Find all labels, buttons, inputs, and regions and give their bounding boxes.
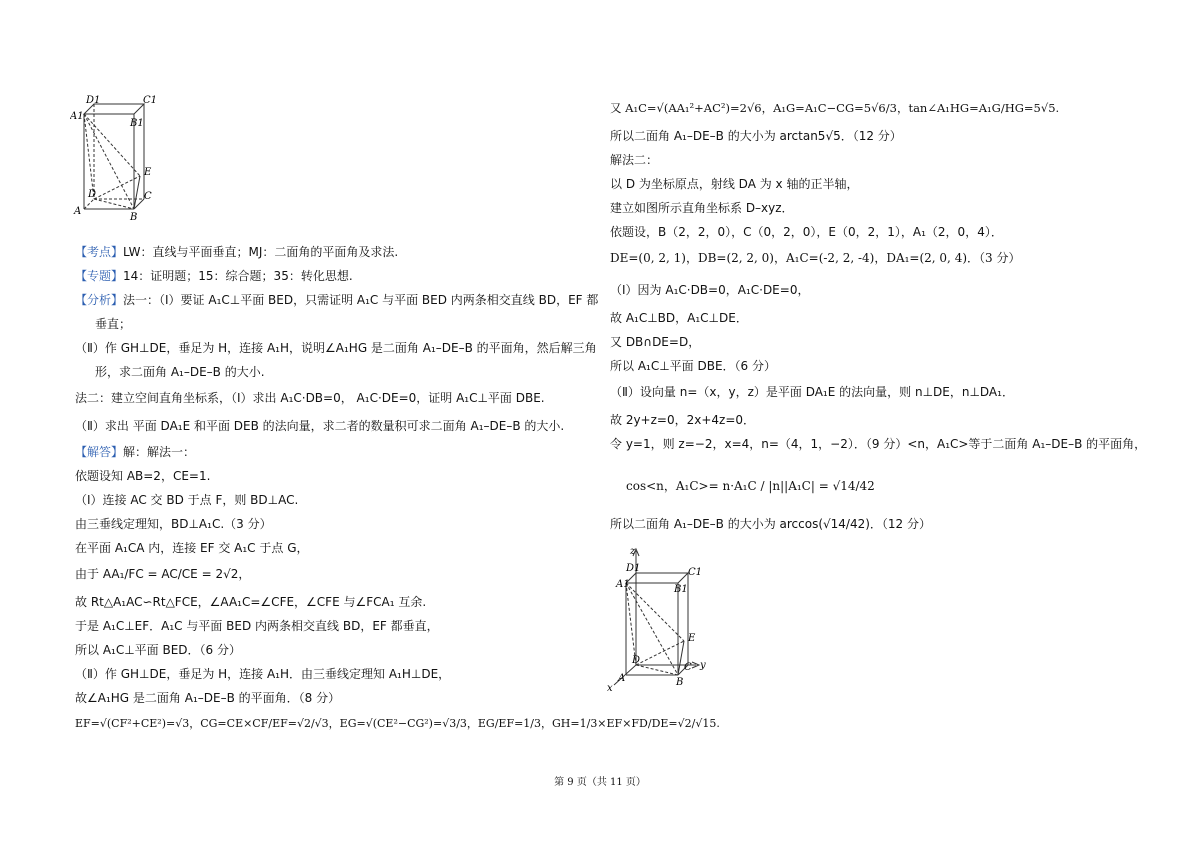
solution-line-8: 所以 A₁C⊥平面 BED．（6 分）: [75, 643, 241, 657]
label-A1: A1: [70, 111, 84, 122]
kaodian-text: LW：直线与平面垂直；MJ：二面角的平面角及求法.: [123, 245, 399, 259]
label-B1: B1: [130, 118, 144, 129]
solution-line-10: 故∠A₁HG 是二面角 A₁–DE–B 的平面角．（8 分）: [75, 691, 341, 705]
right-line-15: cos<n，A₁C>= n·A₁C / |n||A₁C| = √14/42: [626, 479, 875, 493]
kaodian-tag: 【考点】: [75, 245, 124, 259]
fenxi-line: [75, 292, 598, 308]
jieda-tag: 【解答】: [75, 445, 124, 459]
label-y: y: [700, 660, 706, 671]
label-D1: D1: [626, 563, 641, 574]
zhuanti-text: 14：证明题；15：综合题；35：转化思想.: [123, 269, 353, 283]
right-line-13: 故 2y+z=0，2x+4z=0．: [610, 413, 756, 427]
solution-line-9: （Ⅱ）作 GH⊥DE，垂足为 H，连接 A₁H．由三垂线定理知 A₁H⊥DE，: [75, 667, 451, 681]
fenxi-text-3: 法二：建立空间直角坐标系，（Ⅰ）求出 A₁C·DB=0， A₁C·DE=0，证明 A₁C⊥平面 DBE.: [75, 391, 545, 405]
page-footer: 第 9 页（共 11 页）: [554, 777, 646, 788]
right-line-5: 建立如图所示直角坐标系 D–xyz．: [610, 201, 794, 215]
solution-line-4: 在平面 A₁CA 内，连接 EF 交 A₁C 于点 G，: [75, 541, 309, 555]
right-line-7: DE=(0, 2, 1)，DB=(2, 2, 0)，A₁C=(-2, 2, -4)，DA₁=(2, 0, 4)．（3 分）: [610, 251, 1021, 265]
jieda-text: 解：解法一：: [123, 445, 196, 459]
solution-line-11: EF=√(CF²+CE²)=√3，CG=CE×CF/EF=√2/√3，EG=√(CE²−CG²)=√3/3，EG/EF=1/3，GH=1/3×EF×FD/DE=√2/√15.: [75, 717, 720, 730]
zhuanti-line: [75, 268, 353, 284]
right-line-10: 又 DB∩DE=D，: [610, 335, 701, 349]
right-line-6: 依题设，B（2，2，0），C（0，2，0），E（0，2，1），A₁（2，0，4）．: [610, 225, 1003, 239]
label-C: C: [684, 662, 692, 673]
solution-line-5: 由于 AA₁/FC = AC/CE = 2√2，: [75, 567, 251, 581]
label-x: x: [607, 683, 613, 694]
right-line-14: 令 y=1，则 z=−2，x=4，n=（4，1，−2）．（9 分）<n，A₁C>等于二面角 A₁–DE–B 的平面角，: [610, 437, 1147, 451]
fenxi-text-1b: 垂直；: [95, 317, 132, 331]
label-E: E: [144, 167, 152, 178]
label-A: A: [74, 206, 82, 217]
label-D1: D1: [86, 95, 101, 106]
right-line-9: 故 A₁C⊥BD，A₁C⊥DE．: [610, 311, 748, 325]
label-B: B: [676, 677, 684, 688]
zhuanti-tag: 【专题】: [75, 269, 124, 283]
label-B: B: [130, 212, 138, 222]
solution-line-3: 由三垂线定理知，BD⊥A₁C.（3 分）: [75, 517, 272, 531]
right-line-12: （Ⅱ）设向量 n=（x，y，z）是平面 DA₁E 的法向量，则 n⊥DE，n⊥DA₁．: [610, 385, 1014, 399]
figure-prism-2: [604, 545, 714, 695]
fenxi-text-2: （Ⅱ）作 GH⊥DE，垂足为 H，连接 A₁H，说明∠A₁HG 是二面角 A₁–DE–B 的平面角，然后解三角: [75, 341, 597, 355]
label-D: D: [88, 189, 97, 200]
label-B1: B1: [674, 584, 688, 595]
fenxi-text-2b: 形，求二面角 A₁–DE–B 的大小.: [95, 365, 265, 379]
solution-line-1: 依题设知 AB=2，CE=1.: [75, 469, 211, 483]
label-C1: C1: [688, 567, 703, 578]
figure-prism-1: [70, 92, 160, 222]
jieda-line: [75, 444, 195, 460]
right-line-4: 以 D 为坐标原点，射线 DA 为 x 轴的正半轴，: [610, 177, 859, 191]
right-line-8: （Ⅰ）因为 A₁C·DB=0，A₁C·DE=0，: [610, 283, 810, 297]
fenxi-text-4: （Ⅱ）求出 平面 DA₁E 和平面 DEB 的法向量，求二者的数量积可求二面角 A₁–DE–B 的大小.: [75, 419, 565, 433]
fenxi-text-1: 法一：（Ⅰ）要证 A₁C⊥平面 BED，只需证明 A₁C 与平面 BED 内两条相交直线 BD，EF 都: [123, 293, 599, 307]
label-C1: C1: [143, 95, 158, 106]
kaodian-line: [75, 244, 398, 260]
solution-line-2: （Ⅰ）连接 AC 交 BD 于点 F，则 BD⊥AC.: [75, 493, 299, 507]
right-line-1: 又 A₁C=√(AA₁²+AC²)=2√6，A₁G=A₁C−CG=5√6/3，tan∠A₁HG=A₁G/HG=5√5.: [610, 101, 1060, 115]
right-line-11: 所以 A₁C⊥平面 DBE．（6 分）: [610, 359, 776, 373]
right-line-3: 解法二：: [610, 153, 659, 167]
right-line-2: 所以二面角 A₁–DE–B 的大小为 arctan5√5．（12 分）: [610, 129, 902, 143]
label-A: A: [618, 673, 626, 684]
label-E: E: [688, 633, 696, 644]
solution-line-7: 于是 A₁C⊥EF．A₁C 与平面 BED 内两条相交直线 BD，EF 都垂直，: [75, 619, 439, 633]
fenxi-tag: 【分析】: [75, 293, 124, 307]
right-line-16: 所以二面角 A₁–DE–B 的大小为 arccos(√14/42)．（12 分）: [610, 517, 932, 531]
label-D: D: [632, 655, 641, 666]
label-C: C: [144, 191, 152, 202]
label-A1: A1: [616, 579, 630, 590]
label-z: z: [630, 546, 636, 557]
solution-line-6: 故 Rt△A₁AC∽Rt△FCE，∠AA₁C=∠CFE，∠CFE 与∠FCA₁ 互余.: [75, 595, 427, 609]
